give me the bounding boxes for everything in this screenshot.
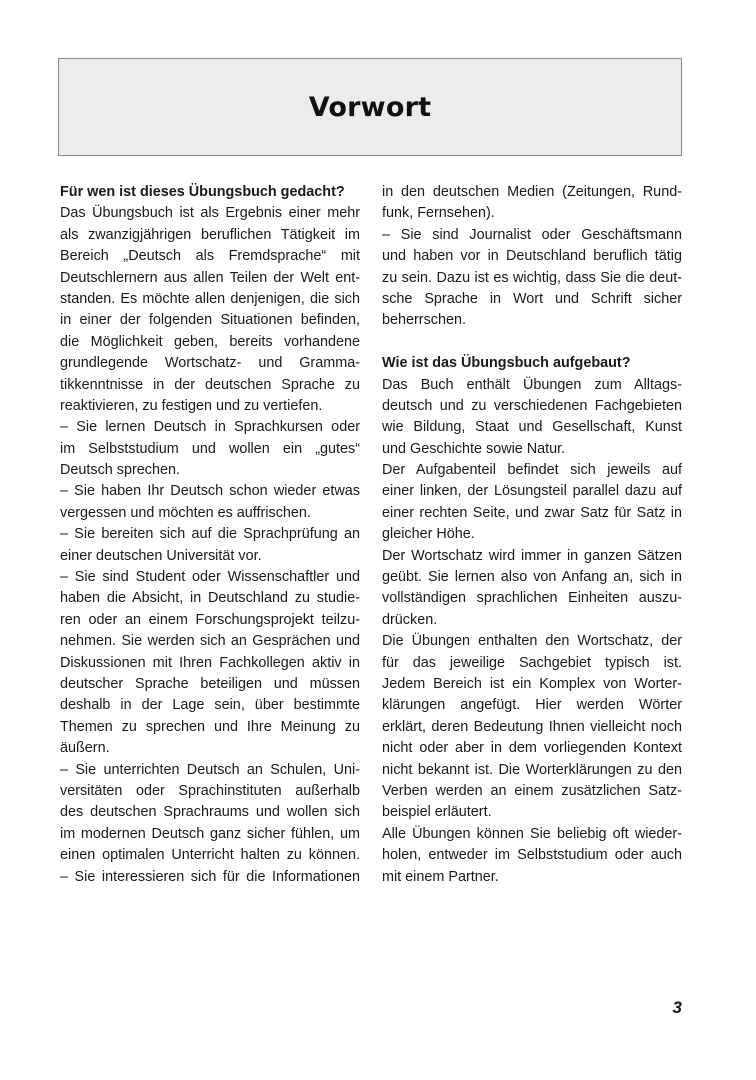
text-line: holen, entweder im Selbststudium oder auch: [382, 847, 682, 864]
text-line: ren oder an einem Forschungsprojekt teilzu-: [60, 611, 360, 628]
text-line: Bereich „Deutsch als Fremdsprache“ mit: [60, 248, 360, 265]
text-line: einen optimalen Unterricht halten zu können.: [60, 847, 360, 864]
text-line: die Möglichkeit geben, bereits vorhandene: [60, 333, 360, 350]
text-line: – Sie interessieren sich für die Informationen: [60, 868, 360, 885]
section-heading: Wie ist das Übungsbuch aufgebaut?: [382, 355, 631, 372]
text-line: einer rechten Seite, und zwar Satz für Satz in: [382, 504, 682, 521]
text-line: nicht oder aber in dem vorliegenden Kontext: [382, 740, 682, 757]
text-line: sche Sprache in Wort und Schrift sicher: [382, 290, 682, 307]
text-line: funk, Fernsehen).: [382, 205, 495, 222]
section-heading: Für wen ist dieses Übungsbuch gedacht?: [60, 184, 345, 200]
text-line: nicht bekannt ist. Die Worterklärungen zu den: [382, 761, 682, 778]
text-line: einer deutschen Universität vor.: [60, 547, 262, 564]
text-line: im Selbststudium und wollen ein „gutes“: [60, 440, 360, 457]
text-line: erklärt, deren Bedeutung Ihnen vielleicht noch: [382, 718, 682, 735]
text-line: standen. Es möchte allen denjenigen, die sich: [60, 290, 360, 307]
text-line: und Geschichte sowie Natur.: [382, 440, 566, 457]
text-line: Deutsch sprechen.: [60, 462, 180, 479]
text-line: grundlegende Wortschatz- und Gramma-: [60, 355, 360, 372]
text-line: haben die Absicht, in Deutschland zu studie-: [60, 590, 360, 607]
text-line: – Sie unterrichten Deutsch an Schulen, Uni-: [60, 761, 360, 778]
text-line: beherrschen.: [382, 312, 466, 329]
page-title: Vorwort: [308, 91, 432, 123]
text-line: wie Bildung, Staat und Gesellschaft, Kunst: [382, 419, 682, 436]
text-line: – Sie bereiten sich auf die Sprachprüfung an: [60, 526, 360, 543]
text-line: Deutschlernern aus allen Teilen der Welt ent-: [60, 269, 360, 286]
text-line: in den deutschen Medien (Zeitungen, Rund-: [382, 184, 682, 200]
text-line: – Sie lernen Deutsch in Sprachkursen oder: [60, 419, 360, 436]
text-line: klärungen angefügt. Hier werden Wörter: [382, 697, 682, 714]
text-line: des deutschen Sprachraums und wollen sich: [60, 804, 360, 821]
text-line: einer linken, der Lösungsteil parallel dazu auf: [382, 483, 682, 500]
text-line: und haben vor in Deutschland beruflich tätig: [382, 248, 682, 265]
text-line: drücken.: [382, 611, 438, 628]
text-line: im modernen Deutsch ganz sicher fühlen, um: [60, 825, 360, 842]
text-line: Alle Übungen können Sie beliebig oft wieder-: [382, 825, 682, 842]
text-line: zu sein. Dazu ist es wichtig, dass Sie die deut-: [382, 269, 682, 286]
text-line: für das jeweilige Sachgebiet typisch ist.: [382, 654, 682, 671]
page-number: 3: [672, 998, 682, 1017]
text-line: – Sie sind Journalist oder Geschäftsmann: [382, 226, 682, 243]
text-line: beispiel erläutert.: [382, 804, 492, 821]
text-line: reaktivieren, zu festigen und zu vertiefen.: [60, 397, 323, 414]
right-text-column: [382, 182, 682, 888]
text-line: mit einem Partner.: [382, 868, 499, 885]
text-line: tikkenntnisse in der deutschen Sprache zu: [60, 376, 360, 393]
text-line: Der Aufgabenteil befindet sich jeweils auf: [382, 462, 682, 479]
title-box: [58, 58, 682, 156]
text-line: vollständigen sprachlichen Einheiten auszu-: [382, 590, 682, 607]
text-line: versitäten oder Sprachinstituten außerhalb: [60, 782, 360, 799]
text-line: äußern.: [60, 740, 110, 757]
text-line: als zwanzigjährigen beruflichen Tätigkeit im: [60, 226, 360, 243]
text-line: deshalb in der Lage sein, über bestimmte: [60, 697, 360, 714]
text-line: Das Buch enthält Übungen zum Alltags-: [382, 376, 682, 393]
text-line: Diskussionen mit Ihren Fachkollegen aktiv in: [60, 654, 360, 671]
text-line: Der Wortschatz wird immer in ganzen Sätzen: [382, 547, 682, 564]
text-line: gleicher Höhe.: [382, 526, 475, 543]
text-line: deutscher Sprache beteiligen und müssen: [60, 675, 360, 692]
text-line: geübt. Sie lernen also von Anfang an, sich in: [382, 569, 682, 586]
text-line: Verben werden an einem zusätzlichen Satz-: [382, 782, 682, 799]
text-line: Themen zu sprechen und Ihre Meinung zu: [60, 718, 360, 735]
text-line: Das Übungsbuch ist als Ergebnis einer mehr: [60, 205, 360, 222]
blank-line: [382, 332, 682, 353]
text-line: Die Übungen enthalten den Wortschatz, der: [382, 633, 682, 650]
left-text-column: [60, 182, 360, 888]
text-line: in einer der folgenden Situationen befinden,: [60, 312, 360, 329]
text-line: nehmen. Sie werden sich an Gesprächen und: [60, 633, 360, 650]
text-line: vergessen und möchten es auffrischen.: [60, 504, 311, 521]
text-line: – Sie haben Ihr Deutsch schon wieder etwas: [60, 483, 360, 500]
text-line: Jedem Bereich ist ein Komplex von Worter-: [382, 675, 682, 692]
text-line: deutsch und zu verschiedenen Fachgebieten: [382, 397, 682, 414]
text-line: – Sie sind Student oder Wissenschaftler und: [60, 569, 360, 586]
